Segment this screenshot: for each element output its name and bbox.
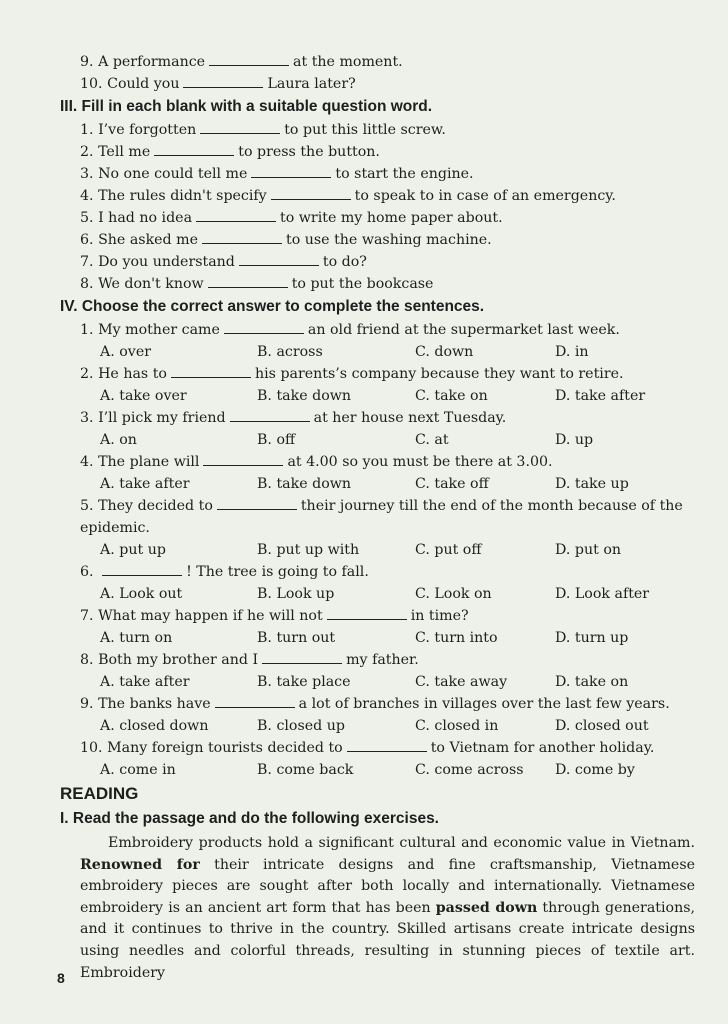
item-text-before: The plane will <box>98 454 200 470</box>
exercise-item <box>0 649 728 671</box>
item-text-after: to write my home paper about. <box>280 210 503 226</box>
item-number: 9. <box>80 696 94 712</box>
item-text-after: ! The tree is going to fall. <box>186 564 369 580</box>
answer-blank[interactable] <box>196 207 276 222</box>
item-number: 2. <box>80 366 94 382</box>
answer-blank[interactable] <box>171 363 251 378</box>
item-number: 5. <box>80 210 94 226</box>
item-text-before: A performance <box>98 54 206 70</box>
item-text-before: The rules didn't specify <box>98 188 267 204</box>
exercise-item <box>0 561 728 583</box>
passage-text: through generations, and it continues to thrive in the country. Skilled artisans create intricate designs using needles and colorful threads, resulting in stunning pieces of textile art. Embroidery <box>80 899 695 981</box>
item-number: 7. <box>80 608 94 624</box>
item-text-before: Could you <box>107 76 180 92</box>
item-text-before: She asked me <box>98 232 198 248</box>
exercise-item <box>0 141 728 163</box>
answer-blank[interactable] <box>154 141 234 156</box>
exercise-item <box>0 185 728 207</box>
item-number: 1. <box>80 122 94 138</box>
answer-blank[interactable] <box>217 495 297 510</box>
item-number: 7. <box>80 254 94 270</box>
answer-options <box>0 385 728 407</box>
item-text-after: their journey till the end of the month because of the epidemic. <box>80 498 683 536</box>
answer-option[interactable]: B. take place <box>257 674 351 690</box>
item-text-before: I’ll pick my friend <box>98 410 226 426</box>
answer-options <box>0 759 728 781</box>
answer-blank[interactable] <box>251 163 331 178</box>
answer-option[interactable]: C. Look on <box>415 586 492 602</box>
answer-option[interactable]: B. Look up <box>257 586 335 602</box>
answer-blank[interactable] <box>200 119 280 134</box>
item-text-after: at 4.00 so you must be there at 3.00. <box>287 454 553 470</box>
answer-option[interactable]: C. take away <box>415 674 508 690</box>
answer-option[interactable]: B. take down <box>257 388 352 404</box>
answer-blank[interactable] <box>230 407 310 422</box>
reading-heading: READING <box>60 784 139 803</box>
answer-option[interactable]: C. come across <box>415 762 524 778</box>
item-text-after: to do? <box>322 254 367 270</box>
answer-option[interactable]: B. closed up <box>257 718 345 734</box>
previous-exercise-items <box>0 51 728 95</box>
item-text-before: We don't know <box>98 276 204 292</box>
item-text-after: his parents’s company because they want to retire. <box>254 366 624 382</box>
answer-blank[interactable] <box>271 185 351 200</box>
answer-option[interactable]: A. take over <box>100 388 187 404</box>
answer-option[interactable]: A. on <box>100 432 137 448</box>
answer-option[interactable]: A. over <box>100 344 152 360</box>
item-text-before: No one could tell me <box>98 166 248 182</box>
answer-blank[interactable] <box>102 561 182 576</box>
item-text-before: Many foreign tourists decided to <box>107 740 343 756</box>
section-3-heading: III. Fill in each blank with a suitable question word. <box>60 98 433 115</box>
item-number: 8. <box>80 652 94 668</box>
item-number: 10. <box>80 740 103 756</box>
exercise-item <box>0 319 728 341</box>
answer-blank[interactable] <box>209 51 289 66</box>
answer-option[interactable]: D. turn up <box>555 630 629 646</box>
answer-option[interactable]: D. come by <box>555 762 635 778</box>
answer-option[interactable]: D. up <box>555 432 594 448</box>
item-text-after: at her house next Tuesday. <box>313 410 507 426</box>
passage-text: Embroidery products hold a significant cultural and economic value in Vietnam. <box>108 835 695 851</box>
answer-option[interactable]: C. take off <box>415 476 489 492</box>
answer-option[interactable]: B. come back <box>257 762 354 778</box>
answer-option[interactable]: D. take on <box>555 674 629 690</box>
answer-blank[interactable] <box>327 605 407 620</box>
answer-option[interactable]: D. take up <box>555 476 629 492</box>
item-text-before: Tell me <box>98 144 151 160</box>
item-text-before: Both my brother and I <box>98 652 259 668</box>
item-text-after: to put the bookcase <box>291 276 434 292</box>
item-number: 9. <box>80 54 94 70</box>
answer-option[interactable]: A. come in <box>100 762 176 778</box>
exercise-item <box>0 229 728 251</box>
answer-option[interactable]: B. take down <box>257 476 352 492</box>
answer-option[interactable]: B. across <box>257 344 323 360</box>
answer-option[interactable]: A. turn on <box>100 630 173 646</box>
item-text-before: What may happen if he will not <box>98 608 323 624</box>
item-text-after: to speak to in case of an emergency. <box>354 188 616 204</box>
item-text-before: I had no idea <box>98 210 193 226</box>
answer-blank[interactable] <box>224 319 304 334</box>
exercise-item <box>0 407 728 429</box>
item-text-after: to use the washing machine. <box>286 232 492 248</box>
exercise-item <box>0 737 728 759</box>
item-number: 1. <box>80 322 94 338</box>
answer-blank[interactable] <box>262 649 342 664</box>
answer-options <box>0 341 728 363</box>
item-text-before: Do you understand <box>98 254 235 270</box>
answer-options <box>0 671 728 693</box>
answer-blank[interactable] <box>183 73 263 88</box>
exercise-item <box>0 451 728 473</box>
answer-option[interactable]: D. put on <box>555 542 621 558</box>
item-text-after: a lot of branches in villages over the last few years. <box>298 696 670 712</box>
exercise-item <box>0 51 728 73</box>
item-text-after: to start the engine. <box>335 166 474 182</box>
item-text-before: They decided to <box>98 498 213 514</box>
item-number: 8. <box>80 276 94 292</box>
answer-options <box>0 473 728 495</box>
item-number: 2. <box>80 144 94 160</box>
reading-passage <box>80 833 695 984</box>
item-number: 4. <box>80 188 94 204</box>
exercise-item <box>0 693 728 715</box>
answer-blank[interactable] <box>203 451 283 466</box>
answer-option[interactable]: A. put up <box>100 542 166 558</box>
answer-option[interactable]: B. put up with <box>257 542 360 558</box>
answer-option[interactable]: B. turn out <box>257 630 336 646</box>
exercise-item <box>0 273 728 295</box>
exercise-item <box>0 363 728 385</box>
section-4-heading: IV. Choose the correct answer to complete the sentences. <box>60 298 485 315</box>
item-number: 6. <box>80 564 94 580</box>
answer-option[interactable]: D. take after <box>555 388 646 404</box>
page-number: 8 <box>57 970 65 986</box>
answer-option[interactable]: A. closed down <box>100 718 209 734</box>
answer-option[interactable]: A. take after <box>100 476 190 492</box>
answer-options <box>0 539 728 561</box>
section-4-questions <box>0 319 728 781</box>
answer-options <box>0 583 728 605</box>
item-text-after: in time? <box>410 608 469 624</box>
answer-blank[interactable] <box>239 251 319 266</box>
answer-blank[interactable] <box>347 737 427 752</box>
answer-blank[interactable] <box>215 693 295 708</box>
answer-options <box>0 715 728 737</box>
answer-option[interactable]: C. at <box>415 432 449 448</box>
answer-option[interactable]: D. Look after <box>555 586 650 602</box>
answer-option[interactable]: C. take on <box>415 388 488 404</box>
answer-options <box>0 429 728 451</box>
item-text-after: to put this little screw. <box>284 122 446 138</box>
answer-option[interactable]: C. closed in <box>415 718 499 734</box>
answer-option[interactable]: C. down <box>415 344 474 360</box>
reading-subheading: I. Read the passage and do the following exercises. <box>60 810 439 827</box>
item-text-after: to Vietnam for another holiday. <box>430 740 655 756</box>
exercise-item <box>0 207 728 229</box>
answer-option[interactable]: C. put off <box>415 542 482 558</box>
highlighted-phrase: passed down <box>435 899 538 916</box>
exercise-item <box>0 119 728 141</box>
item-text-before: My mother came <box>98 322 220 338</box>
item-text-before: He has to <box>98 366 167 382</box>
item-text-after: my father. <box>346 652 419 668</box>
exercise-item <box>0 163 728 185</box>
item-number: 4. <box>80 454 94 470</box>
exercise-item <box>0 605 728 627</box>
item-number: 3. <box>80 410 94 426</box>
item-text-before: The banks have <box>98 696 211 712</box>
answer-option[interactable]: A. Look out <box>100 586 183 602</box>
exercise-item <box>0 495 694 539</box>
item-text-after: Laura later? <box>267 76 356 92</box>
answer-options <box>0 627 728 649</box>
passage-text: their intricate designs and fine craftsmanship, Vietnamese embroidery pieces are sought after both locally and internationally. Vietnamese embroidery is an ancient art form that has been <box>80 856 695 916</box>
item-number: 10. <box>80 76 103 92</box>
worksheet-page <box>0 51 728 984</box>
answer-option[interactable]: D. in <box>555 344 589 360</box>
exercise-item <box>0 251 728 273</box>
item-text-after: an old friend at the supermarket last week. <box>307 322 620 338</box>
answer-option[interactable]: C. turn into <box>415 630 498 646</box>
exercise-item <box>0 73 728 95</box>
item-text-after: to press the button. <box>238 144 380 160</box>
answer-blank[interactable] <box>202 229 282 244</box>
answer-option[interactable]: D. closed out <box>555 718 649 734</box>
item-number: 3. <box>80 166 94 182</box>
answer-blank[interactable] <box>208 273 288 288</box>
highlighted-phrase: Renowned for <box>80 856 200 873</box>
section-3-items <box>0 119 728 295</box>
item-text-after: at the moment. <box>293 54 403 70</box>
answer-option[interactable]: B. off <box>257 432 296 448</box>
item-number: 5. <box>80 498 94 514</box>
item-number: 6. <box>80 232 94 248</box>
answer-option[interactable]: A. take after <box>100 674 190 690</box>
item-text-before: I’ve forgotten <box>98 122 197 138</box>
